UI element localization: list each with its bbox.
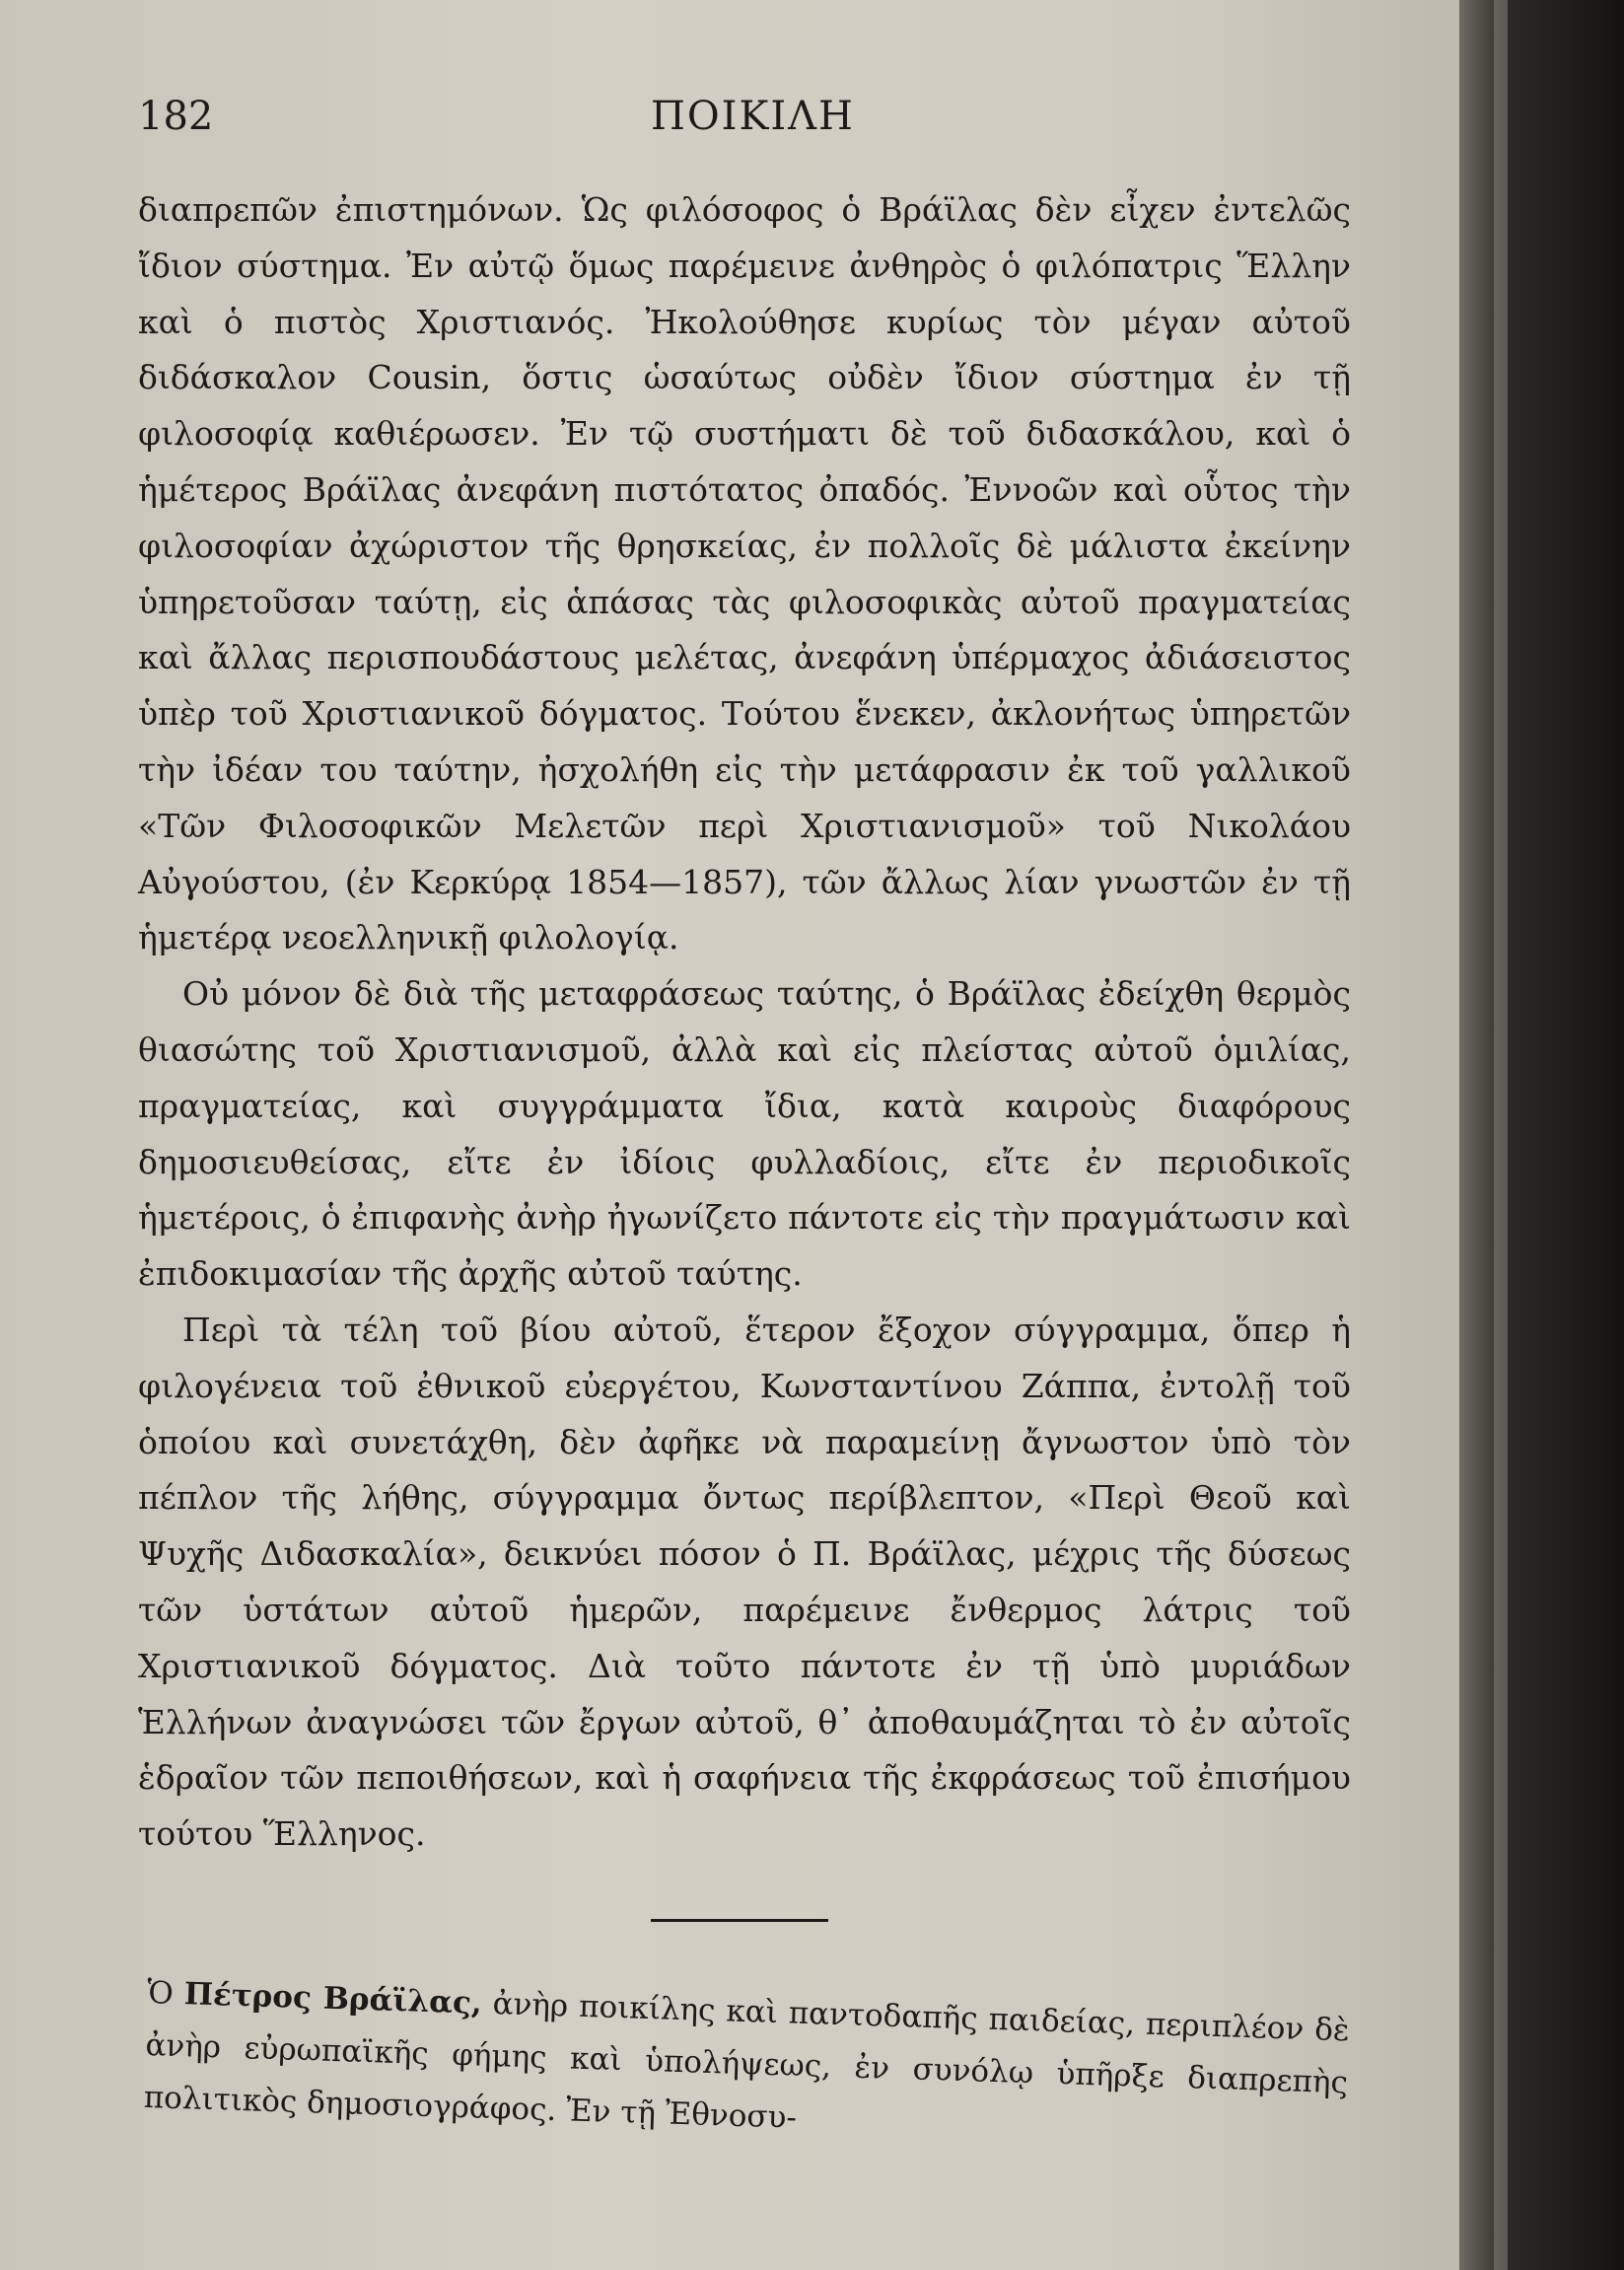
footnote bbox=[143, 1967, 1350, 2162]
paragraph: διαπρεπῶν ἐπιστημόνων. Ὡς φιλόσοφος ὁ Βράϊλας δὲν εἶχεν ἐντελῶς ἴδιον σύστημα. Ἐν αὐτῷ ὅμως παρέμεινε ἀνθηρὸς ὁ φιλόπατρις Ἕλλην καὶ ὁ πιστὸς Χριστιανός. Ἠκολούθησε κυρίως τὸν μέγαν αὐτοῦ διδάσκαλον Cousin, ὅστις ὡσαύτως οὐδὲν ἴδιον σύστημα ἐν τῇ φιλοσοφίᾳ καθιέρωσεν. Ἐν τῷ συστήματι δὲ τοῦ διδασκάλου, καὶ ὁ ἡμέτερος Βράϊλας ἀνεφάνη πιστότατος ὀπαδός. Ἐννοῶν καὶ οὗτος τὴν φιλοσοφίαν ἀχώριστον τῆς θρησκείας, ἐν πολλοῖς δὲ μάλιστα ἐκείνην ὑπηρετοῦσαν ταύτῃ, εἰς ἁπάσας τὰς φιλοσοφικὰς αὐτοῦ πραγματείας καὶ ἄλλας περισπουδάστους μελέτας, ἀνεφάνη ὑπέρμαχος ἀδιάσειστος ὑπὲρ τοῦ Χριστιανικοῦ δόγματος. Τούτου ἕνεκεν, ἀκλονήτως ὑπηρετῶν τὴν ἰδέαν του ταύτην, ἠσχολήθη εἰς τὴν μετάφρασιν ἐκ τοῦ γαλλικοῦ «Τῶν Φιλοσοφικῶν Μελετῶν περὶ Χριστιανισμοῦ» τοῦ Νικολάου Αὐγούστου, (ἐν Κερκύρᾳ 1854—1857), τῶν ἄλλως λίαν γνωστῶν ἐν τῇ ἡμετέρᾳ νεοελληνικῇ φιλολογίᾳ. bbox=[138, 190, 1351, 958]
gutter-edge bbox=[1494, 0, 1508, 2270]
paragraph: Οὐ μόνον δὲ διὰ τῆς μεταφράσεως ταύτης, ὁ Βράϊλας ἐδείχθη θερμὸς θιασώτης τοῦ Χριστιανισμοῦ, ἀλλὰ καὶ εἰς πλείστας αὐτοῦ ὁμιλίας, πραγματείας, καὶ συγγράμματα ἴδια, κατὰ καιροὺς διαφόρους δημοσιευθείσας, εἴτε ἐν ἰδίοις φυλλαδίοις, εἴτε ἐν περιοδικοῖς ἡμετέροις, ὁ ἐπιφανὴς ἀνὴρ ἠγωνίζετο πάντοτε εἰς τὴν πραγμάτωσιν καὶ ἐπιδοκιμασίαν τῆς ἀρχῆς αὐτοῦ ταύτης. bbox=[138, 974, 1351, 1294]
page-number: 182 bbox=[138, 94, 214, 139]
page-header bbox=[138, 94, 1351, 153]
footnote-name: Πέτρος Βράϊλας, bbox=[183, 1976, 483, 2022]
footnote-separator bbox=[651, 1919, 828, 1922]
book-gutter bbox=[1459, 0, 1624, 2270]
running-title: ΠΟΙΚΙΛΗ bbox=[651, 94, 855, 139]
footnote-article: Ὁ bbox=[146, 1974, 175, 2012]
paragraph: Περὶ τὰ τέλη τοῦ βίου αὐτοῦ, ἕτερον ἔξοχον σύγγραμμα, ὅπερ ἡ φιλογένεια τοῦ ἐθνικοῦ εὐεργέτου, Κωνσταντίνου Ζάππα, ἐντολῇ τοῦ ὁποίου καὶ συνετάχθη, δὲν ἀφῆκε νὰ παραμείνῃ ἄγνωστον ὑπὸ τὸν πέπλον τῆς λήθης, σύγγραμμα ὄντως περίβλεπτον, «Περὶ Θεοῦ καὶ Ψυχῆς Διδασκαλία», δεικνύει πόσον ὁ Π. Βράϊλας, μέχρις τῆς δύσεως τῶν ὑστάτων αὐτοῦ ἡμερῶν, παρέμεινε ἔνθερμος λάτρις τοῦ Χριστιανικοῦ δόγματος. Διὰ τοῦτο πάντοτε ἐν τῇ ὑπὸ μυριάδων Ἑλλήνων ἀναγνώσει τῶν ἔργων αὐτοῦ, θ᾽ ἀποθαυμάζηται τὸ ἐν αὐτοῖς ἑδραῖον τῶν πεποιθήσεων, καὶ ἡ σαφήνεια τῆς ἐκφράσεως τοῦ ἐπισήμου τούτου Ἕλληνος. bbox=[138, 1310, 1351, 1854]
body-text bbox=[138, 182, 1351, 1863]
footnote-text: ἀνὴρ ποικίλης καὶ παντοδαπῆς παιδείας, περιπλέον δὲ ἀνὴρ εὐρωπαϊκῆς φήμης καὶ ὑπολήψεως, ἐν συνόλῳ ὑπῆρξε διαπρεπὴς πολιτικὸς δημοσιογράφος. Ἐν τῇ Ἐθνοσυ- bbox=[143, 1986, 1351, 2136]
